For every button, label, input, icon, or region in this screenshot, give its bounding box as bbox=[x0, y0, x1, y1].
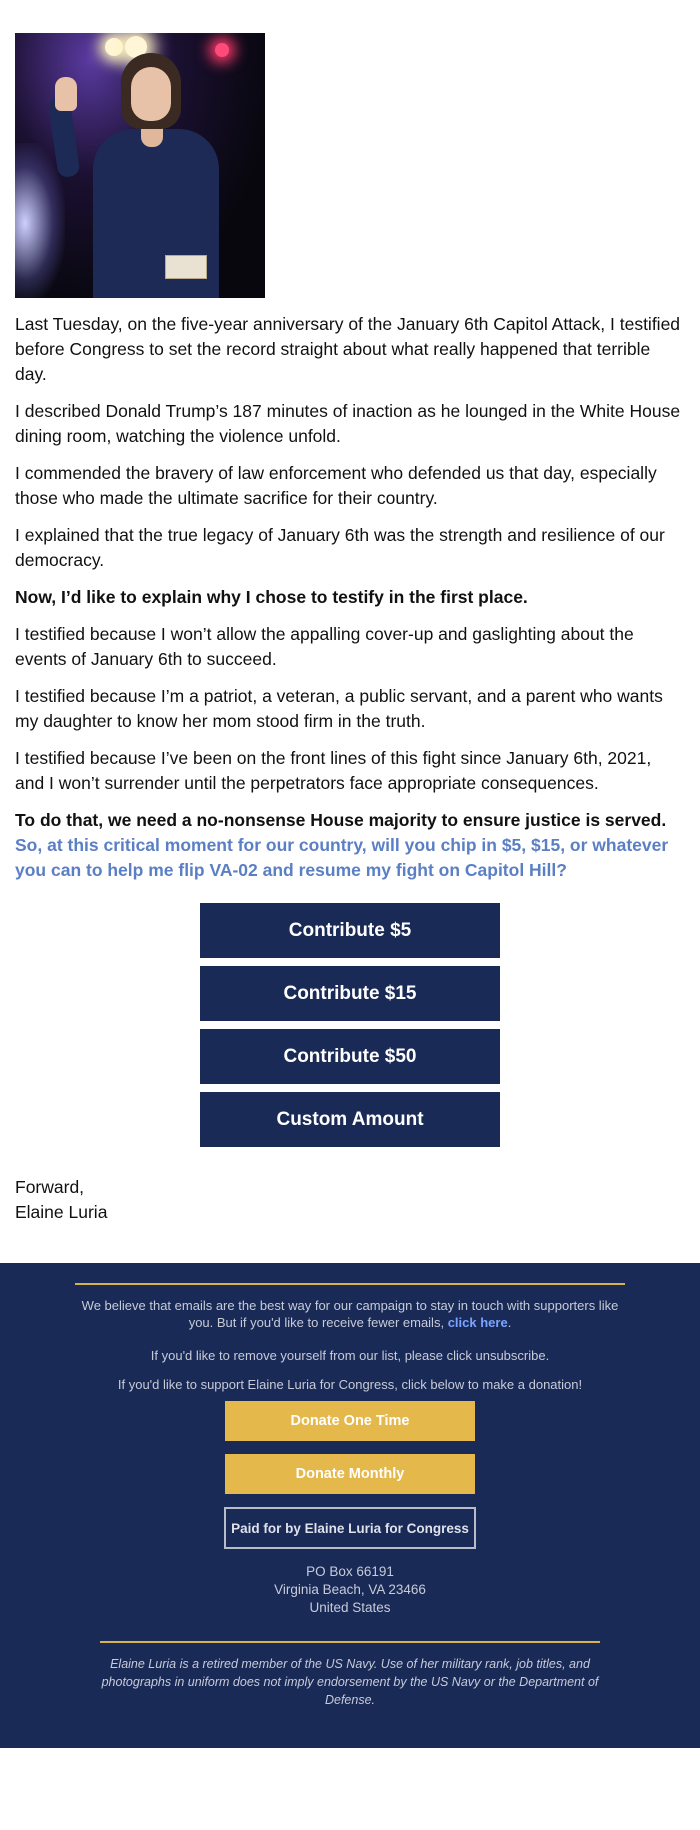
footer-divider bbox=[75, 1283, 625, 1285]
period: . bbox=[507, 1315, 512, 1330]
paid-for-box: Paid for by Elaine Luria for Congress bbox=[224, 1507, 476, 1549]
support-text: If you'd like to support Elaine Luria for Congress, click below to make a donation! bbox=[117, 1377, 583, 1392]
footer bbox=[0, 1263, 700, 1748]
contribute-buttons bbox=[15, 903, 685, 1155]
appeal-bold: To do that, we need a no-nonsense House majority to ensure justice is served. bbox=[15, 810, 667, 830]
paragraph: Last Tuesday, on the five-year anniversary of the January 6th Capitol Attack, I testified before Congress to set the record straight about what really happened that terrible day. bbox=[15, 314, 681, 384]
address-line: Virginia Beach, VA 23466 bbox=[274, 1582, 426, 1597]
letter-text bbox=[15, 312, 685, 883]
donate-one-time-button[interactable]: Donate One Time bbox=[225, 1401, 475, 1441]
donate-monthly-button[interactable]: Donate Monthly bbox=[225, 1454, 475, 1494]
signature-name: Elaine Luria bbox=[15, 1202, 108, 1222]
paragraph: I testified because I’m a patriot, a veteran, a public servant, and a parent who wants my daughter to know her mom stood firm in the truth. bbox=[15, 686, 663, 731]
emails-text: We believe that emails are the best way for our campaign to stay in touch with supporters like you. But if you'd like to receive fewer emails, bbox=[81, 1298, 619, 1330]
hero-photo bbox=[15, 33, 265, 298]
main-content bbox=[0, 33, 700, 1225]
address-line: PO Box 66191 bbox=[306, 1564, 394, 1579]
appeal-paragraph bbox=[15, 808, 685, 883]
paragraph: I explained that the true legacy of January 6th was the strength and resilience of our democracy. bbox=[15, 525, 665, 570]
email-body bbox=[0, 33, 700, 1748]
bible-book bbox=[165, 255, 207, 279]
signoff bbox=[15, 1175, 685, 1225]
contribute-50-button[interactable]: Contribute $50 bbox=[200, 1029, 500, 1084]
paragraph: I testified because I’ve been on the front lines of this fight since January 6th, 2021, and I won’t surrender until the perpetrators face appropriate consequences. bbox=[15, 748, 652, 793]
paragraph: I commended the bravery of law enforcement who defended us that day, especially those who made the ultimate sacrifice for their country. bbox=[15, 463, 657, 508]
contribute-15-button[interactable]: Contribute $15 bbox=[200, 966, 500, 1021]
click-here-link[interactable]: click here bbox=[447, 1315, 508, 1330]
bold-paragraph: Now, I’d like to explain why I chose to testify in the first place. bbox=[15, 587, 528, 607]
stage-light bbox=[105, 38, 123, 56]
emails-notice bbox=[70, 1297, 630, 1331]
closing: Forward, bbox=[15, 1177, 85, 1197]
photo-subject-face bbox=[131, 67, 171, 121]
paragraph: I described Donald Trump’s 187 minutes of inaction as he lounged in the White House dining room, watching the violence unfold. bbox=[15, 401, 681, 446]
appeal-link[interactable]: So, at this critical moment for our country, will you chip in $5, $15, or whatever you can to help me flip VA-02 and resume my fight on Capitol Hill? bbox=[15, 835, 669, 880]
address-line: United States bbox=[309, 1600, 391, 1615]
mailing-address bbox=[0, 1563, 700, 1617]
raised-hand bbox=[55, 77, 77, 111]
contribute-5-button[interactable]: Contribute $5 bbox=[200, 903, 500, 958]
military-disclaimer: Elaine Luria is a retired member of the US Navy. Use of her military rank, job titles, and photographs in uniform does not imply endorsement by the US Navy or the Department of Defense. bbox=[101, 1657, 599, 1707]
stage-light bbox=[215, 43, 229, 57]
paragraph: I testified because I won’t allow the appalling cover-up and gaslighting about the events of January 6th to succeed. bbox=[15, 624, 634, 669]
custom-amount-button[interactable]: Custom Amount bbox=[200, 1092, 500, 1147]
unsubscribe-text[interactable]: If you'd like to remove yourself from our list, please click unsubscribe. bbox=[150, 1348, 550, 1363]
